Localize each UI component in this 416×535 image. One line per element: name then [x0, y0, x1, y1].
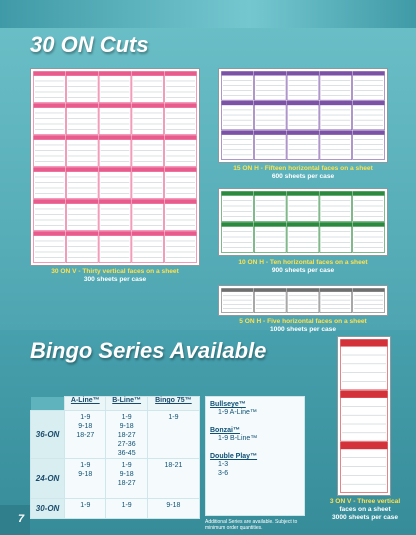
bingo-face-header — [165, 136, 197, 140]
table-col-header: B-Line™ — [106, 397, 147, 411]
bingo-face — [99, 200, 131, 231]
bingo-face-header — [287, 289, 319, 292]
bingo-face — [66, 200, 98, 231]
bingo-face-header — [353, 289, 385, 292]
bingo-face — [341, 442, 388, 492]
series-value: 3-6 — [218, 470, 229, 477]
bingo-face-header — [222, 223, 254, 227]
sheet-5-on-horizontal — [218, 285, 388, 316]
bingo-face — [353, 223, 385, 253]
sheet-30-on-vertical — [30, 68, 200, 266]
bingo-face-header — [222, 131, 254, 135]
sheet-graphic — [219, 286, 387, 315]
caption-15-on-horizontal: 15 ON H - Fifteen horizontal faces on a sheet 600 sheets per case — [233, 165, 373, 180]
bingo-face-header — [99, 200, 131, 204]
bingo-face — [320, 131, 352, 160]
bingo-face — [99, 104, 131, 135]
sheet-graphic — [219, 69, 387, 162]
sheet-graphic — [219, 189, 387, 255]
bingo-face-header — [341, 442, 388, 449]
table-cell: 1-9 — [147, 411, 199, 459]
bingo-face-header — [320, 72, 352, 76]
series-title: Double Play™ — [210, 453, 258, 460]
bingo-face-header — [287, 101, 319, 105]
bingo-face — [132, 168, 164, 199]
series-title: Bonzai™ — [210, 427, 240, 434]
bingo-face-header — [165, 72, 197, 76]
table-cell: 1-9 9-18 18-27 — [65, 411, 106, 459]
sheet-15-on-horizontal — [218, 68, 388, 163]
page-number: 7 — [18, 513, 25, 525]
table-row-header: 30-ON — [31, 499, 65, 519]
bingo-face-header — [66, 136, 98, 140]
page-number-block — [0, 505, 30, 535]
bingo-face-header — [34, 136, 66, 140]
bingo-face-header — [132, 200, 164, 204]
bingo-face — [353, 131, 385, 160]
bingo-face — [132, 200, 164, 231]
series-table — [30, 396, 200, 519]
bingo-face — [34, 104, 66, 135]
table-row-header: 24-ON — [31, 459, 65, 499]
bingo-face — [99, 136, 131, 167]
bingo-face — [132, 232, 164, 263]
bingo-face-header — [254, 289, 286, 292]
bingo-face — [222, 223, 254, 253]
bingo-face — [165, 200, 197, 231]
bingo-face-header — [341, 391, 388, 398]
table-cell: 1-9 9-18 — [65, 459, 106, 499]
bingo-face-header — [222, 101, 254, 105]
bingo-face — [320, 72, 352, 101]
table-col-header: Bingo 75™ — [147, 397, 199, 411]
bingo-face-header — [320, 101, 352, 105]
bingo-face-header — [341, 340, 388, 347]
series-title: Bullseye™ — [210, 401, 246, 408]
bingo-face — [287, 192, 319, 222]
bingo-face-header — [66, 232, 98, 236]
bingo-face — [353, 101, 385, 130]
additional-series-note: Additional Series are available. Subject to minimum order quantities. — [205, 519, 298, 531]
bingo-face — [99, 168, 131, 199]
bingo-face — [341, 340, 388, 390]
bingo-face-header — [99, 136, 131, 140]
bingo-face-header — [320, 131, 352, 135]
bingo-face-header — [99, 232, 131, 236]
bingo-face — [222, 192, 254, 222]
bingo-face-header — [353, 101, 385, 105]
bingo-face-header — [132, 168, 164, 172]
bingo-face — [287, 131, 319, 160]
bingo-face-header — [99, 168, 131, 172]
bingo-face-header — [287, 131, 319, 135]
table-corner — [31, 397, 65, 411]
bingo-face-header — [353, 131, 385, 135]
bingo-face-header — [254, 101, 286, 105]
bingo-face — [34, 136, 66, 167]
bingo-face — [66, 168, 98, 199]
bingo-face-header — [132, 72, 164, 76]
bingo-face-header — [132, 136, 164, 140]
caption-3-on-vertical: 3 ON V - Three vertical faces on a sheet 3000 sheets per case — [329, 498, 401, 521]
bingo-face-header — [287, 223, 319, 227]
section-title-bingo-series: Bingo Series Available — [30, 338, 267, 363]
bingo-face-header — [320, 192, 352, 196]
sheet-10-on-horizontal — [218, 188, 388, 256]
bingo-face-header — [165, 104, 197, 108]
bingo-face — [287, 72, 319, 101]
bingo-face-header — [34, 104, 66, 108]
bingo-face-header — [222, 72, 254, 76]
bingo-face — [34, 72, 66, 103]
bingo-face-header — [99, 72, 131, 76]
bingo-face-header — [320, 289, 352, 292]
bingo-face-header — [34, 200, 66, 204]
bingo-face — [34, 232, 66, 263]
table-row-header: 36-ON — [31, 411, 65, 459]
bingo-face-header — [34, 232, 66, 236]
bingo-face-header — [254, 223, 286, 227]
bingo-face-header — [165, 168, 197, 172]
bingo-face — [132, 72, 164, 103]
bingo-face-header — [66, 168, 98, 172]
bingo-face — [254, 72, 286, 101]
table-cell: 1-9 9-18 18-27 — [106, 459, 147, 499]
bingo-face-header — [254, 192, 286, 196]
bingo-face — [353, 72, 385, 101]
bingo-face-header — [165, 200, 197, 204]
bingo-face-header — [254, 72, 286, 76]
bingo-face — [165, 72, 197, 103]
bingo-face — [254, 101, 286, 130]
bingo-face — [353, 192, 385, 222]
bingo-face — [34, 168, 66, 199]
bingo-face-header — [353, 192, 385, 196]
table-col-header: A-Line™ — [65, 397, 106, 411]
table-cell: 1-9 9-18 18-27 27-36 36-45 — [106, 411, 147, 459]
bingo-face — [222, 101, 254, 130]
bingo-face-header — [222, 289, 254, 292]
bingo-face — [66, 136, 98, 167]
bingo-face — [287, 101, 319, 130]
table-cell: 1-9 — [65, 499, 106, 519]
table-cell: 1-9 — [106, 499, 147, 519]
bingo-face — [320, 101, 352, 130]
bingo-face — [320, 192, 352, 222]
bingo-face — [341, 391, 388, 441]
bingo-face — [222, 72, 254, 101]
series-value: 1-3 — [218, 461, 229, 468]
bingo-face — [99, 72, 131, 103]
bingo-face-header — [287, 72, 319, 76]
bingo-face — [287, 223, 319, 253]
bingo-face — [254, 192, 286, 222]
bingo-face — [66, 72, 98, 103]
caption-10-on-horizontal: 10 ON H - Ten horizontal faces on a sheet 900 sheets per case — [238, 259, 368, 274]
caption-30-on-vertical: 30 ON V - Thirty vertical faces on a sheet 300 sheets per case — [51, 268, 179, 283]
bingo-face — [165, 104, 197, 135]
bingo-face-header — [66, 104, 98, 108]
bingo-face-header — [165, 232, 197, 236]
bingo-face — [165, 232, 197, 263]
bingo-face-header — [320, 223, 352, 227]
bingo-face-header — [34, 72, 66, 76]
bingo-face — [165, 136, 197, 167]
bingo-face — [66, 232, 98, 263]
bingo-face-header — [222, 192, 254, 196]
caption-5-on-horizontal: 5 ON H - Five horizontal faces on a sheet 1000 sheets per case — [239, 318, 367, 333]
bingo-face-header — [66, 72, 98, 76]
bingo-face-header — [34, 168, 66, 172]
bingo-face — [99, 232, 131, 263]
bingo-face — [66, 104, 98, 135]
bingo-face-header — [254, 131, 286, 135]
bingo-face — [320, 223, 352, 253]
sheet-graphic — [338, 337, 390, 495]
series-value: 1-9 B-Line™ — [218, 435, 258, 442]
bingo-face — [132, 136, 164, 167]
sheet-3-on-vertical — [337, 336, 391, 496]
bingo-face-header — [132, 232, 164, 236]
table-cell: 18-21 — [147, 459, 199, 499]
series-value: 1-9 A-Line™ — [218, 409, 257, 416]
section-title-30-on-cuts: 30 ON Cuts — [30, 32, 149, 57]
bingo-face — [222, 131, 254, 160]
table-cell: 9-18 — [147, 499, 199, 519]
bingo-face-header — [66, 200, 98, 204]
bingo-face — [34, 200, 66, 231]
bingo-face — [165, 168, 197, 199]
bingo-face-header — [287, 192, 319, 196]
special-series-box — [205, 396, 305, 516]
bingo-face-header — [353, 223, 385, 227]
bingo-face — [132, 104, 164, 135]
bingo-face-header — [132, 104, 164, 108]
bingo-face-header — [99, 104, 131, 108]
bingo-face-header — [353, 72, 385, 76]
bingo-face — [254, 131, 286, 160]
sheet-graphic — [31, 69, 199, 265]
header-strip — [0, 0, 416, 28]
bingo-face — [254, 223, 286, 253]
